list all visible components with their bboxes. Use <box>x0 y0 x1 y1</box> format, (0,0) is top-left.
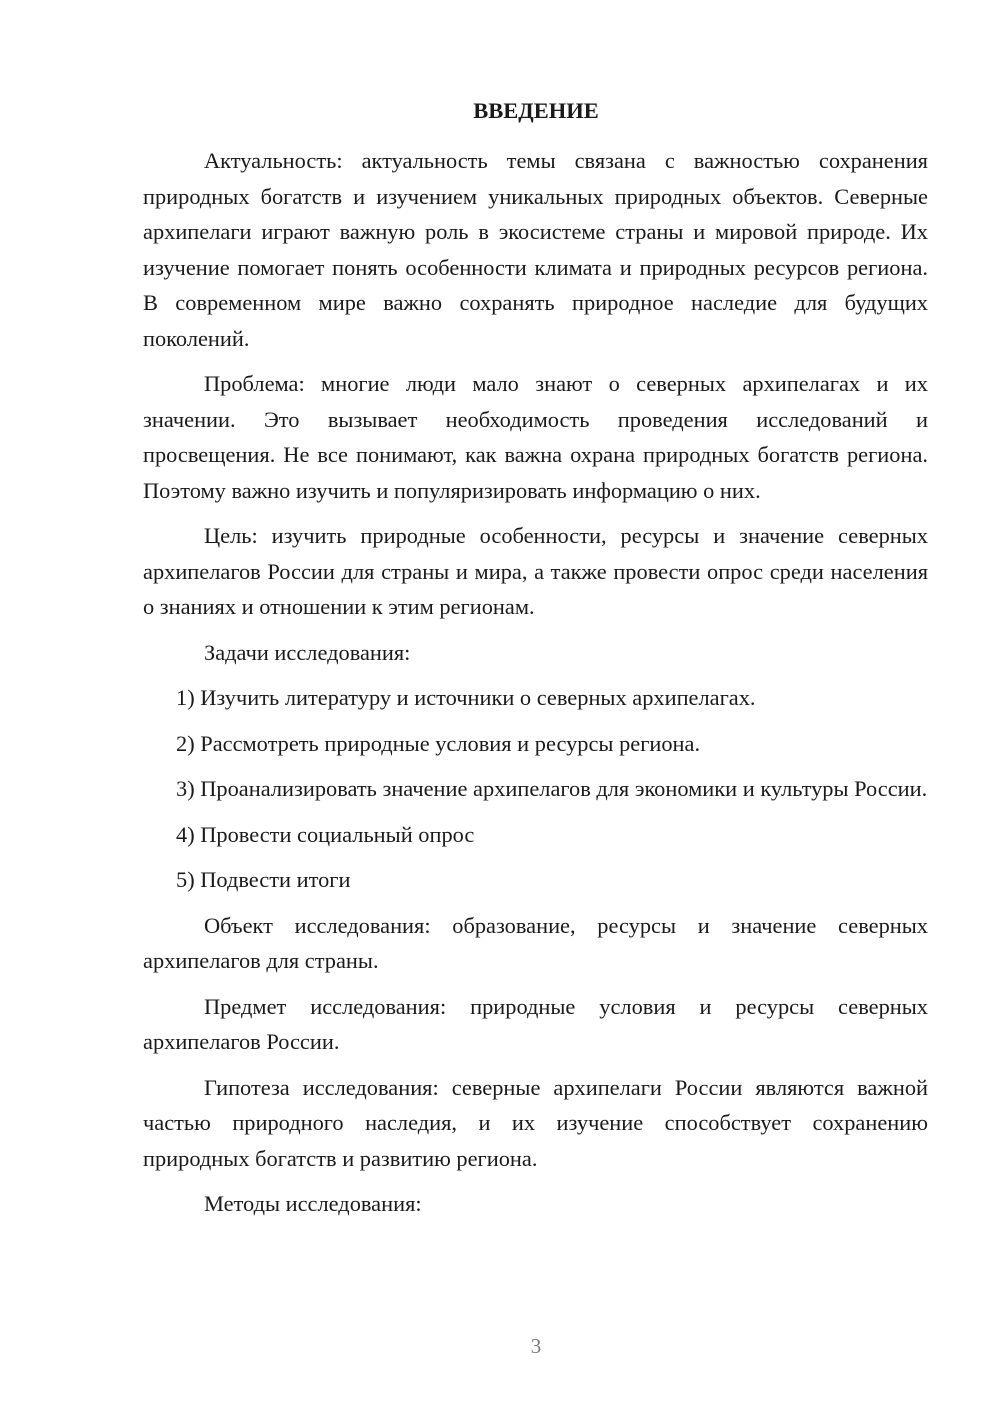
subject-paragraph: Предмет исследования: природные условия и ресурсы северных архипелагов России. <box>143 993 928 1054</box>
document-body <box>143 143 928 1222</box>
task-item: 5) Подвести итоги <box>176 867 351 892</box>
tasks-list <box>143 680 928 898</box>
object-paragraph: Объект исследования: образование, ресурсы и значение северных архипелагов для страны. <box>143 912 928 973</box>
relevance-paragraph: Актуальность: актуальность темы связана с важностью сохранения природных богатств и изучением уникальных природных объектов. Северные архипелаги играют важную роль в экосистеме страны и мировой природе. Их изучение помогает понять особенности климата и природных ресурсов региона. В современном мире важно сохранять природное наследие для будущих поколений. <box>143 148 928 351</box>
task-item: 4) Провести социальный опрос <box>176 821 475 847</box>
goal-paragraph: Цель: изучить природные особенности, ресурсы и значение северных архипелагов России для страны и мира, а также провести опрос среди населения о знаниях и отношении к этим регионам. <box>143 523 928 619</box>
page-title: ВВЕДЕНИЕ <box>473 98 599 123</box>
tasks-heading: Задачи исследования: <box>204 639 411 665</box>
task-item: 1) Изучить литературу и источники о северных архипелагах. <box>176 685 756 710</box>
task-item: 2) Рассмотреть природные условия и ресурсы региона. <box>176 730 701 756</box>
methods-heading: Методы исследования: <box>204 1191 422 1216</box>
problem-paragraph: Проблема: многие люди мало знают о северных архипелагах и их значении. Это вызывает необходимость проведения исследований и просвещения. Не все понимают, как важна охрана природных богатств региона. Поэтому важно изучить и популяризировать информацию о них. <box>143 371 928 503</box>
task-item: 3) Проанализировать значение архипелагов для экономики и культуры России. <box>176 776 928 801</box>
hypothesis-paragraph: Гипотеза исследования: северные архипелаги России являются важной частью природного наследия, и их изучение способствует сохранению природных богатств и развитию региона. <box>143 1074 928 1171</box>
page-number: 3 <box>530 1334 542 1358</box>
